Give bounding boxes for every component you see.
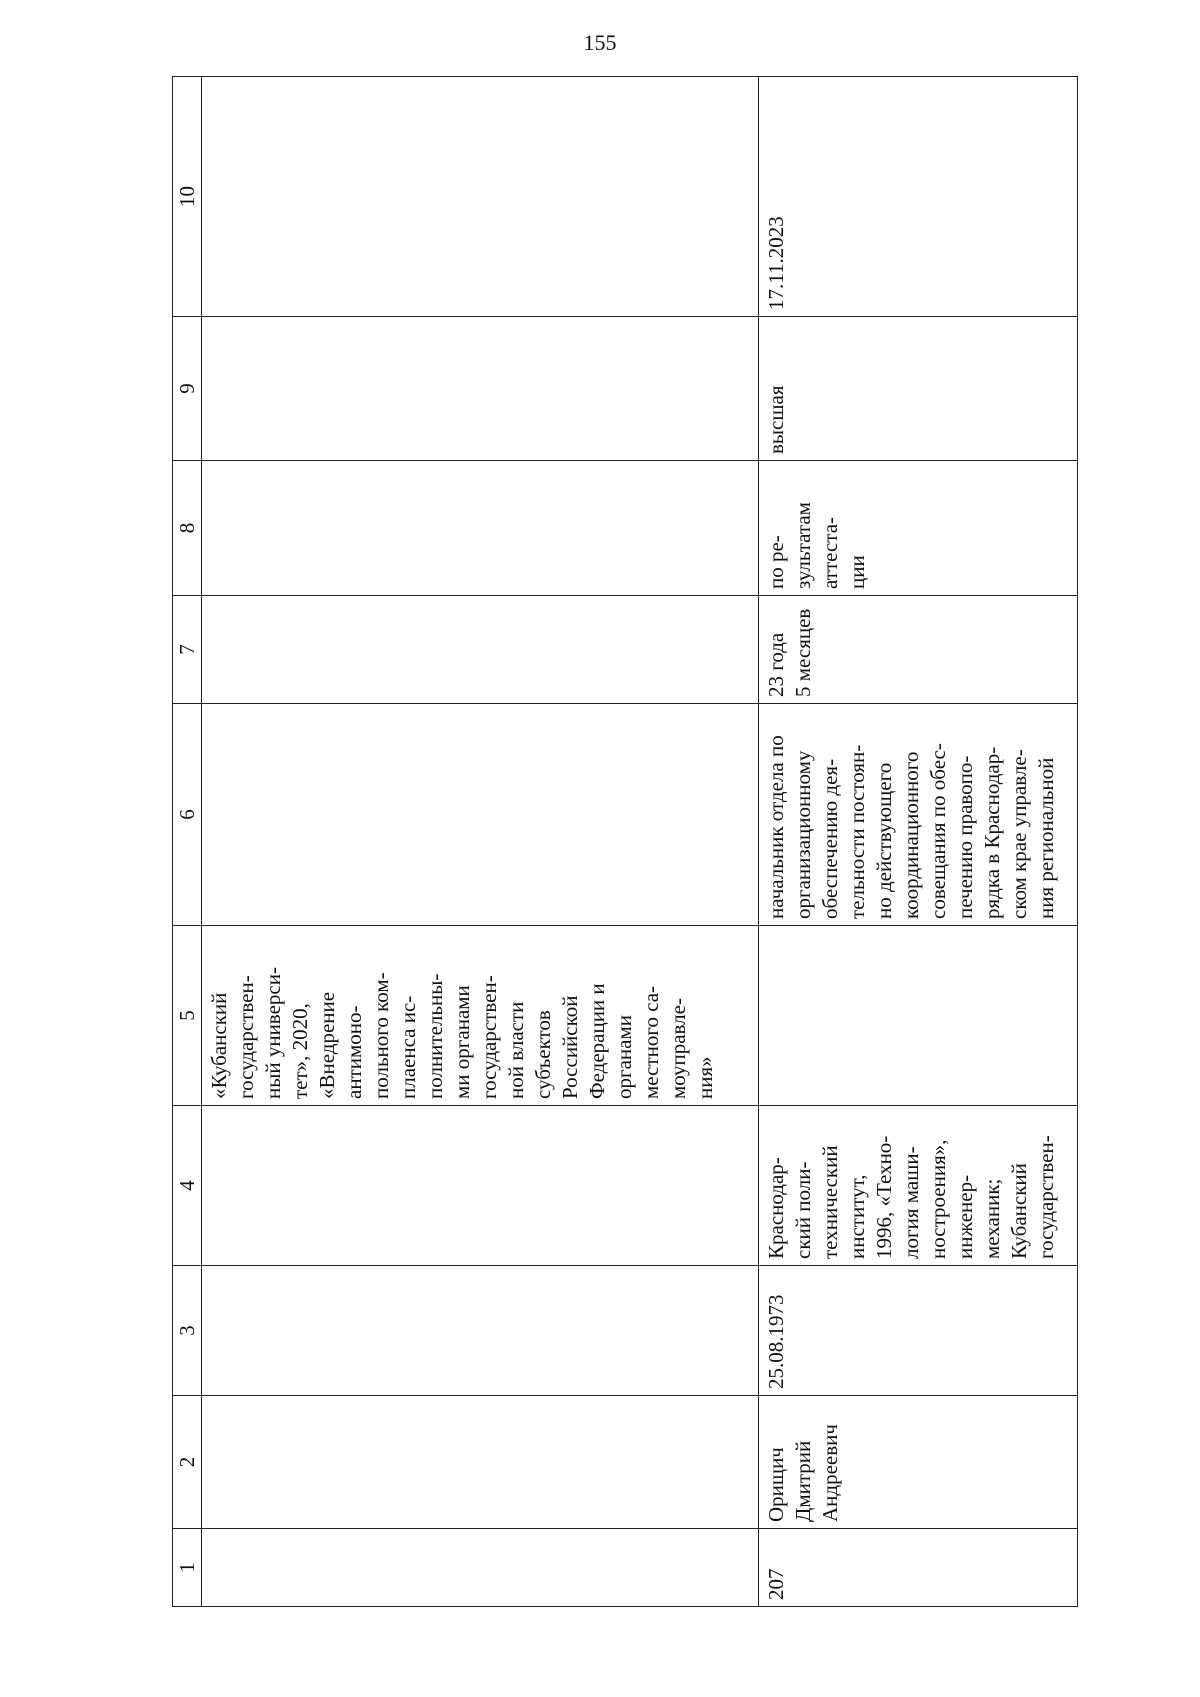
column-number: 6	[173, 704, 202, 926]
table-cell	[202, 1529, 759, 1607]
birth-date-cell: 25.08.1973	[759, 1266, 1078, 1396]
table-cell	[202, 77, 759, 317]
column-number: 8	[173, 461, 202, 596]
column-number: 3	[173, 1266, 202, 1396]
training-cell	[759, 926, 1078, 1106]
column-number: 2	[173, 1396, 202, 1529]
table-cell	[202, 317, 759, 461]
person-row	[759, 77, 1078, 1607]
position-cell: начальник отдела по организационному обеспечению дея- тельности постоян- но действующего координационного совещания по обес- печению правопо- рядка в Краснодар- ском крае управле- ния региональной	[759, 704, 1078, 926]
rotated-table-frame	[172, 77, 1072, 1607]
table-cell	[202, 461, 759, 596]
column-number: 10	[173, 77, 202, 317]
basis-cell: по ре- зультатам аттеста- ции	[759, 461, 1078, 596]
table-cell	[202, 596, 759, 704]
name-cell: Орищич Дмитрий Андреевич	[759, 1396, 1078, 1529]
table-cell	[202, 1266, 759, 1396]
category-cell: высшая	[759, 317, 1078, 461]
table-cell	[202, 1106, 759, 1266]
page-number: 155	[583, 30, 617, 55]
continuation-row	[202, 77, 759, 1607]
education-cell: Краснодар- ский поли- технический институт, 1996, «Техно- логия маши- ностроения», инженер- механик; Кубанский государствен-	[759, 1106, 1078, 1266]
date-cell: 17.11.2023	[759, 77, 1078, 317]
column-number: 9	[173, 317, 202, 461]
column-number: 1	[173, 1529, 202, 1607]
column-number-row	[173, 77, 202, 1607]
column-number: 7	[173, 596, 202, 704]
column-number: 4	[173, 1106, 202, 1266]
table-cell	[202, 1396, 759, 1529]
training-cell: «Кубанский государствен- ный универси- тет», 2020, «Внедрение антимоно- польного ком- плаенса ис- полнительны- ми органами государствен- ной власти субъектов Российской Федерации и органами местного са- моуправле- ния»	[202, 926, 759, 1106]
personnel-table	[172, 76, 1078, 1607]
experience-cell: 23 года 5 месяцев	[759, 596, 1078, 704]
column-number: 5	[173, 926, 202, 1106]
table-cell	[202, 704, 759, 926]
row-number-cell: 207	[759, 1529, 1078, 1607]
